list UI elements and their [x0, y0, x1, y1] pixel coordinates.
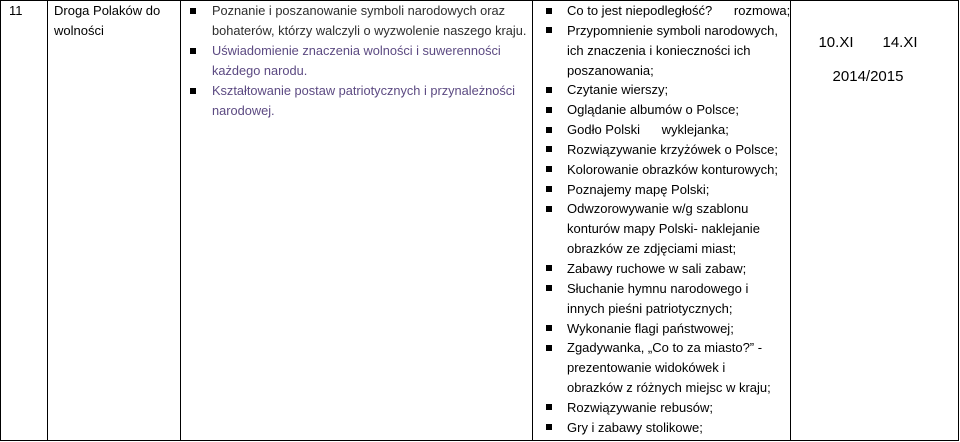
- topic-text-line: Droga Polaków do: [54, 3, 161, 18]
- activity-text-line: Co to jest niepodległość? rozmowa;: [567, 3, 791, 18]
- row-number-cell: [1, 1, 47, 440]
- activity-item: [533, 398, 790, 418]
- square-bullet-icon: [546, 206, 552, 212]
- goals-list: [181, 1, 532, 121]
- activity-text-line: obrazków z różnych miejsc w kraju;: [567, 380, 771, 396]
- activity-text-line: Odwzorowywanie w/g szablonu: [567, 201, 749, 217]
- activity-text-line: Godło Polski wyklejanka;: [567, 122, 729, 138]
- topic-cell: [48, 1, 180, 440]
- activity-item: [533, 140, 790, 160]
- date-to: 14.XI: [882, 34, 918, 51]
- row-number: 11: [9, 3, 23, 18]
- activity-item: [533, 1, 790, 21]
- activity-text-line: Zabawy ruchowe w sali zabaw;: [567, 260, 747, 276]
- goal-text-line: bohaterów, którzy walczyli o wyzwolenie naszego kraju.: [212, 23, 527, 38]
- goal-item: [181, 81, 532, 121]
- activity-text-line: Oglądanie albumów o Polsce;: [567, 102, 739, 118]
- activity-text-line: Rozwiązywanie krzyżówek o Polsce;: [567, 141, 778, 157]
- activity-text-line: Wykonanie flagi państwowej;: [567, 320, 734, 336]
- activity-text-line: Zgadywanka, „Co to za miasto?” -: [567, 340, 763, 356]
- square-bullet-icon: [546, 87, 552, 93]
- goals-cell: [181, 1, 532, 440]
- square-bullet-icon: [190, 8, 196, 14]
- topic-text-line: wolności: [54, 22, 104, 38]
- square-bullet-icon: [190, 88, 196, 94]
- activity-text-line: Przypomnienie symboli narodowych,: [567, 22, 778, 38]
- activity-item: [533, 80, 790, 100]
- activity-text-line: ich znaczenia i konieczności ich: [567, 42, 751, 58]
- goal-item: [181, 1, 532, 41]
- activity-text-line: Słuchanie hymnu narodowego i: [567, 280, 749, 296]
- square-bullet-icon: [546, 127, 552, 133]
- activity-text-line: Czytanie wierszy;: [567, 82, 669, 98]
- activities-list: [533, 1, 790, 438]
- square-bullet-icon: [546, 166, 552, 172]
- activity-item: [533, 338, 790, 398]
- square-bullet-icon: [546, 8, 552, 14]
- square-bullet-icon: [546, 325, 552, 331]
- square-bullet-icon: [546, 146, 552, 152]
- activity-text-line: poszanowania;: [567, 62, 654, 78]
- goal-text-line: każdego narodu.: [212, 63, 308, 78]
- square-bullet-icon: [190, 48, 196, 54]
- activities-cell: [533, 1, 790, 440]
- goal-item: [181, 41, 532, 81]
- activity-text-line: Poznajemy mapę Polski;: [567, 181, 710, 197]
- date-from: 10.XI: [818, 34, 854, 51]
- school-year: 2014/2015: [832, 68, 904, 85]
- activity-item: [533, 279, 790, 319]
- square-bullet-icon: [546, 265, 552, 271]
- goal-text-line: narodowej.: [212, 103, 275, 118]
- activity-text-line: obrazków ze zdjęciami miast;: [567, 241, 737, 257]
- activity-text-line: Kolorowanie obrazków konturowych;: [567, 161, 778, 177]
- square-bullet-icon: [546, 186, 552, 192]
- activity-text-line: Rozwiązywanie rebusów;: [567, 399, 713, 415]
- activity-item: [533, 120, 790, 140]
- activity-text-line: innych pieśni patriotycznych;: [567, 300, 733, 316]
- activity-item: [533, 199, 790, 259]
- date-range: [791, 33, 945, 53]
- activity-item: [533, 418, 790, 438]
- square-bullet-icon: [546, 345, 552, 351]
- goal-text-line: Poznanie i poszanowanie symboli narodowych oraz: [212, 3, 506, 18]
- activity-item: [533, 100, 790, 120]
- activity-text-line: konturów mapy Polski- naklejanie: [567, 221, 760, 237]
- activity-item: [533, 180, 790, 200]
- activity-item: [533, 259, 790, 279]
- activity-text-line: prezentowanie widokówek i: [567, 360, 726, 376]
- activity-item: [533, 160, 790, 180]
- dates-cell: [791, 1, 958, 440]
- activity-item: [533, 319, 790, 339]
- activity-text-line: Gry i zabawy stolikowe;: [567, 419, 703, 435]
- activity-item: [533, 21, 790, 81]
- goal-text-line: Kształtowanie postaw patriotycznych i przynależności: [212, 83, 516, 98]
- square-bullet-icon: [546, 27, 552, 33]
- square-bullet-icon: [546, 107, 552, 113]
- square-bullet-icon: [546, 285, 552, 291]
- square-bullet-icon: [546, 424, 552, 430]
- square-bullet-icon: [546, 404, 552, 410]
- goal-text-line: Uświadomienie znaczenia wolności i suwerenności: [212, 43, 501, 58]
